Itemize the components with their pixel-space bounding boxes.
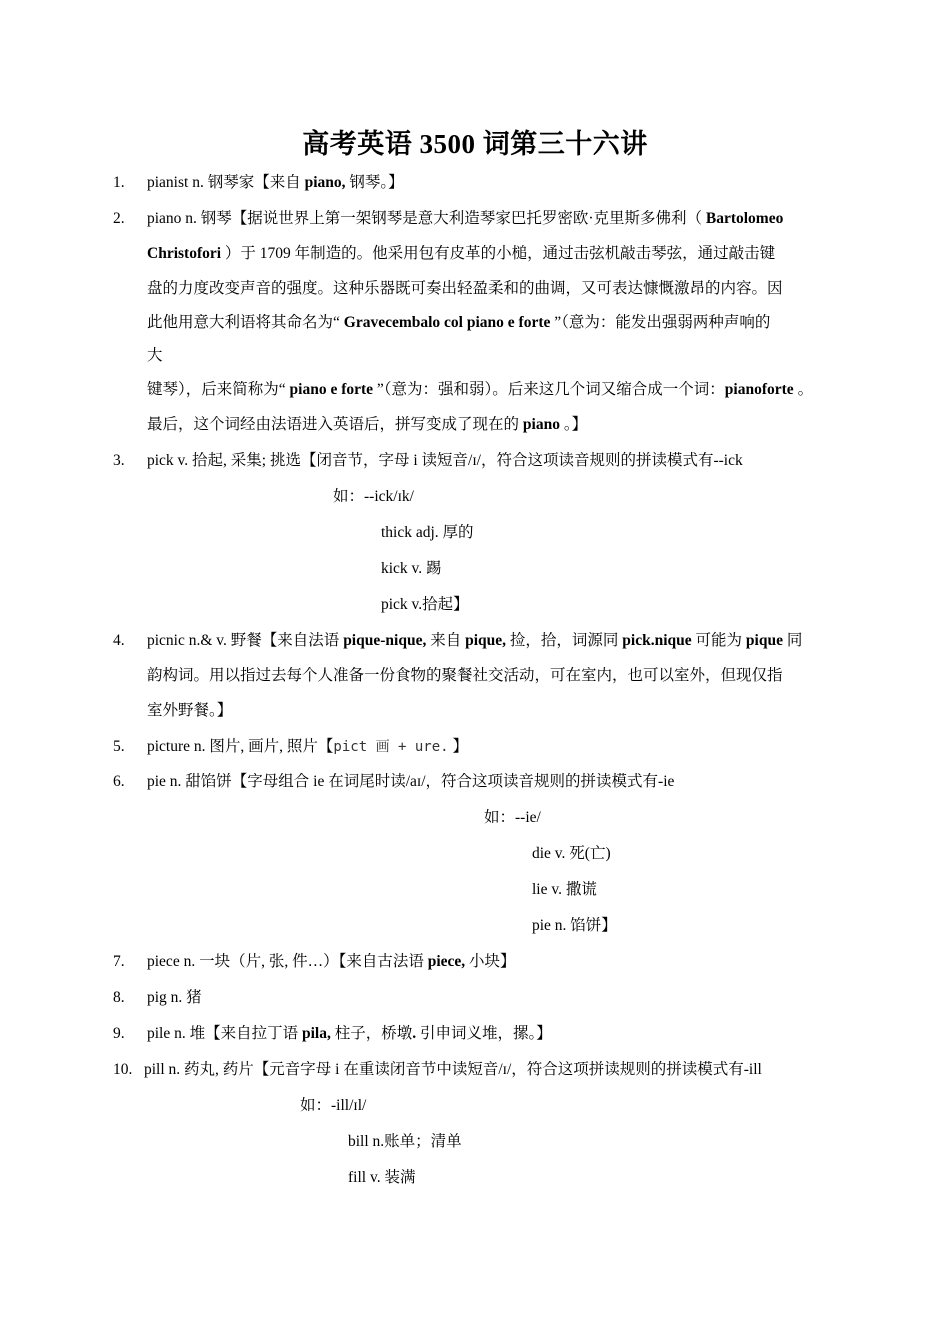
entry-piece: piece n. 一块（片, 张, 件…）【来自古法语 piece, 小块】	[147, 953, 516, 970]
item-number: 4.	[113, 632, 125, 649]
entry-picnic-line: 室外野餐。】	[147, 702, 233, 719]
item-number: 1.	[113, 174, 125, 191]
example-pattern: 如：-ill/ɪl/	[300, 1097, 367, 1114]
page-title: 高考英语 3500 词第三十六讲	[302, 129, 648, 159]
example-word: fill v. 装满	[348, 1169, 416, 1186]
entry-piano-line: 盘的力度改变声音的强度。这种乐器既可奏出轻盈柔和的曲调，又可表达慷慨激昂的内容。因	[147, 280, 783, 297]
entry-piano-line: 最后，这个词经由法语进入英语后，拼写变成了现在的 piano 。】	[147, 416, 588, 433]
example-word: pick v.拾起】	[381, 596, 469, 613]
entry-picnic-line: picnic n.& v. 野餐【来自法语 pique-nique, 来自 pique, 捡，拾，词源同 pick.nique 可能为 pique 同	[147, 632, 803, 649]
entry-piano-line: 大	[147, 347, 163, 364]
item-number: 10.	[113, 1061, 133, 1078]
entry-piano-line: 键琴），后来简称为“ piano e forte ”（意为：强和弱）。后来这几个词又缩合成一个词：pianoforte 。	[147, 381, 814, 398]
item-number: 6.	[113, 773, 125, 790]
entry-pile: pile n. 堆【来自拉丁语 pila, 柱子，桥墩. 引申词义堆，摞。】	[147, 1025, 552, 1042]
item-number: 2.	[113, 210, 125, 227]
example-pattern: 如：--ick/ɪk/	[333, 488, 414, 505]
entry-piano-line: 此他用意大利语将其命名为“ Gravecembalo col piano e forte ”（意为：能发出强弱两种声响的	[147, 314, 771, 331]
item-number: 3.	[113, 452, 125, 469]
entry-piano-line: Christofori ）于 1709 年制造的。他采用包有皮革的小槌，通过击弦机敲击琴弦，通过敲击键	[147, 245, 776, 262]
entry-pick: pick v. 拾起, 采集; 挑选【闭音节，字母 i 读短音/ɪ/，符合这项读音规则的拼读模式有--ick	[147, 452, 743, 469]
entry-pig: pig n. 猪	[147, 989, 202, 1006]
example-pattern: 如：--ie/	[484, 809, 541, 826]
example-word: kick v. 踢	[381, 560, 442, 577]
example-word: thick adj. 厚的	[381, 524, 474, 541]
example-word: bill n.账单；清单	[348, 1133, 462, 1150]
entry-pie: pie n. 甜馅饼【字母组合 ie 在词尾时读/aɪ/，符合这项读音规则的拼读模式有-ie	[147, 773, 675, 790]
item-number: 7.	[113, 953, 125, 970]
item-number: 5.	[113, 738, 125, 755]
entry-piano-line: piano n. 钢琴【据说世界上第一架钢琴是意大利造琴家巴托罗密欧·克里斯多佛利（ Bartolomeo	[147, 210, 784, 227]
example-word: pie n. 馅饼】	[532, 917, 617, 934]
item-number: 9.	[113, 1025, 125, 1042]
entry-pill: pill n. 药丸, 药片【元音字母 i 在重读闭音节中读短音/ɪ/，符合这项拼读规则的拼读模式有-ill	[144, 1061, 762, 1078]
example-word: lie v. 撒谎	[532, 881, 597, 898]
item-number: 8.	[113, 989, 125, 1006]
example-word: die v. 死(亡)	[532, 845, 611, 862]
entry-pianist: pianist n. 钢琴家【来自 piano, 钢琴。】	[147, 174, 404, 191]
entry-picnic-line: 韵构词。用以指过去每个人准备一份食物的聚餐社交活动，可在室内，也可以室外，但现仅指	[147, 667, 783, 684]
entry-picture: picture n. 图片, 画片, 照片【pict 画 + ure. 】	[147, 738, 468, 755]
